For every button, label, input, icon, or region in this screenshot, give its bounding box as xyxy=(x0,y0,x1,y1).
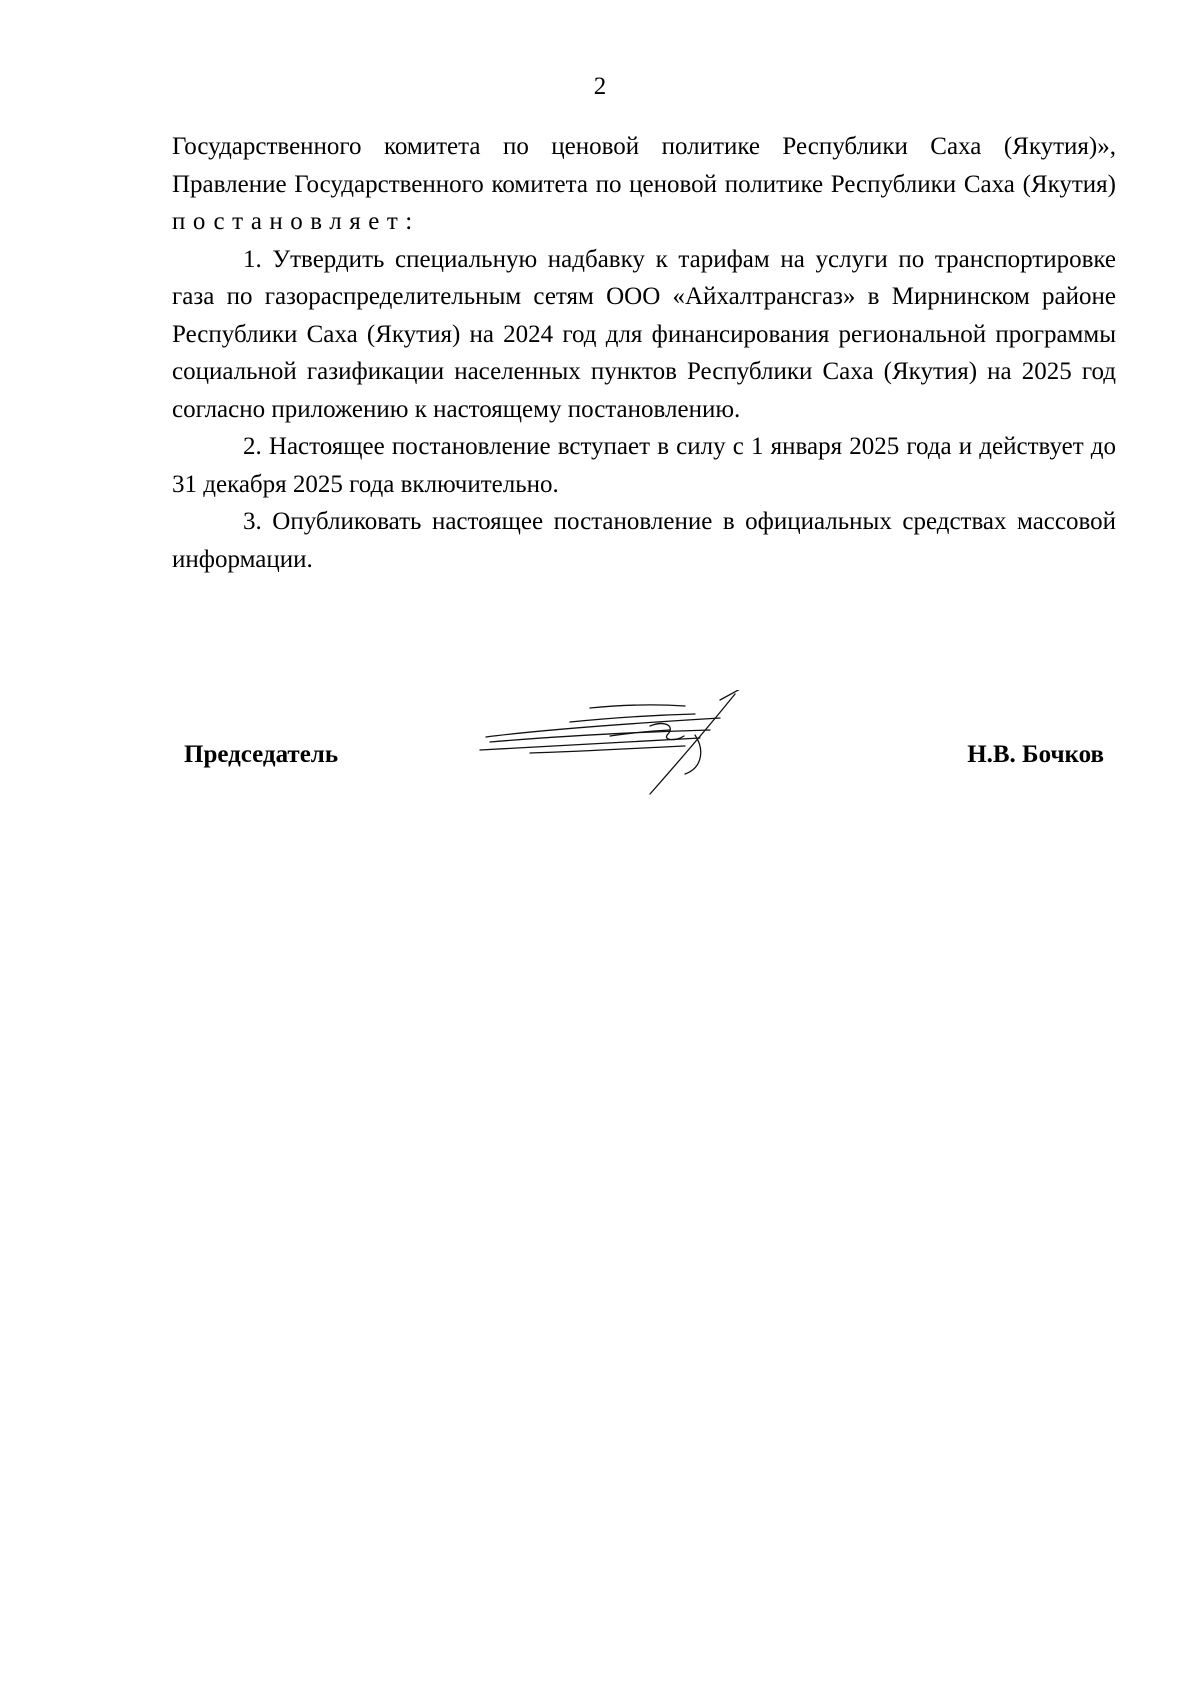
page-number: 2 xyxy=(593,73,607,100)
clause-1: 1. Утвердить специальную надбавку к тарифам на услуги по транспортировке газа по газораспределительным сетям ООО «Айхалтрансгаз» в Мирнинском районе Республики Саха (Якутия) на 2024 год для финансирования региональной программы социальной газификации населенных пунктов Республики Саха (Якутия) на 2025 год согласно приложению к настоящему постановлению. xyxy=(172,245,1116,423)
document-body xyxy=(172,128,1116,578)
signatory-name: Н.В. Бочков xyxy=(967,741,1104,768)
clause-3: 3. Опубликовать настоящее постановление в официальных средствах массовой информации. xyxy=(172,508,1116,573)
clause-2: 2. Настоящее постановление вступает в силу с 1 января 2025 года и действует до 31 декабря 2025 года включительно. xyxy=(172,433,1116,498)
intro-text: Государственного комитета по ценовой политике Республики Саха (Якутия)», Правление Государственного комитета по ценовой политике Республики Саха (Якутия) xyxy=(172,133,1116,198)
resolution-verb: постановляет xyxy=(172,208,406,235)
signature-block xyxy=(172,735,1116,775)
intro-paragraph xyxy=(172,128,1116,241)
intro-end: : xyxy=(405,208,413,235)
signatory-title: Председатель xyxy=(184,741,339,768)
